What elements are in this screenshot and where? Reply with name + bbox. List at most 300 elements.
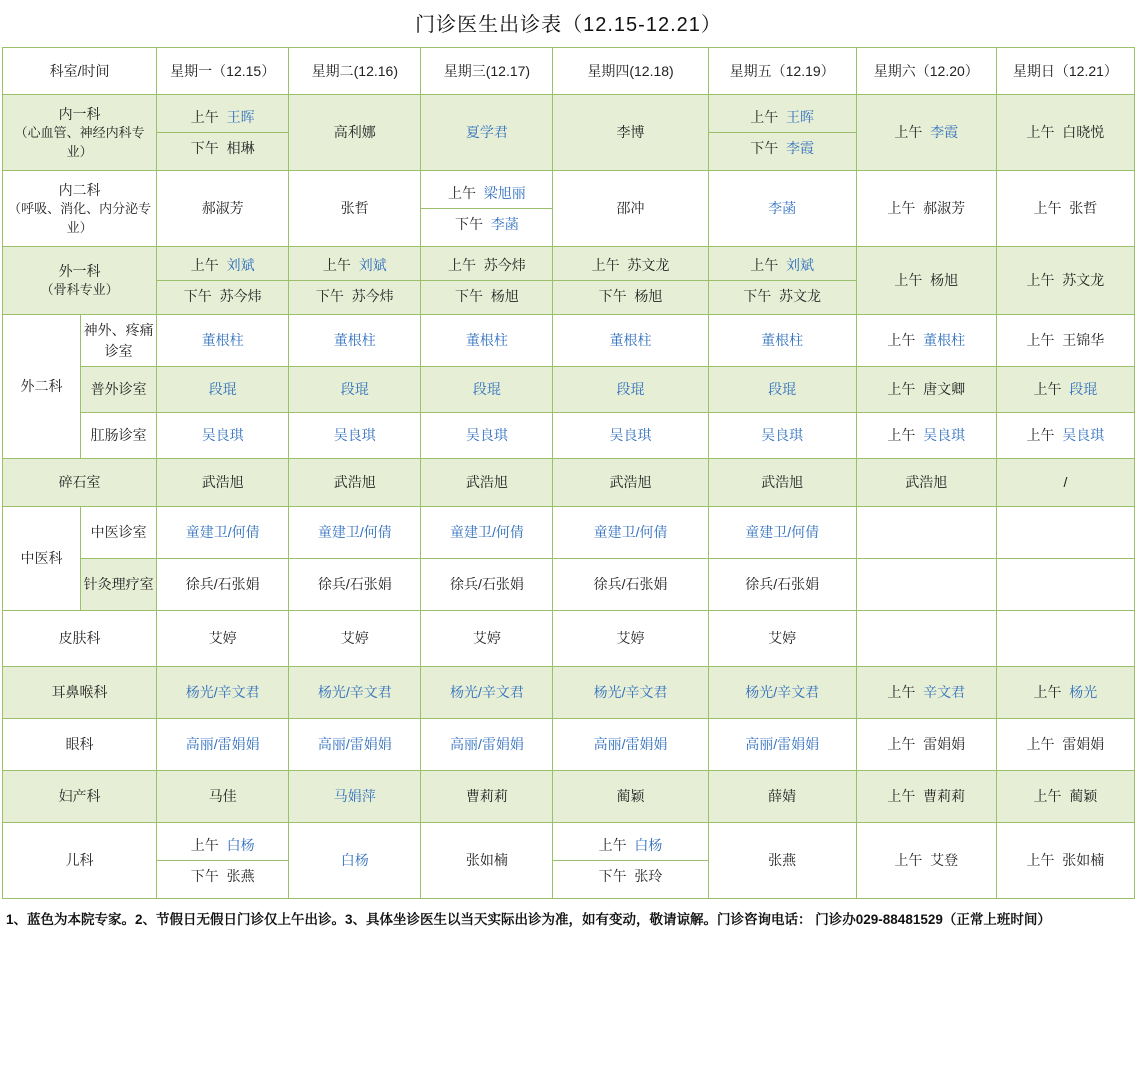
- cell-afternoon: [553, 281, 707, 312]
- doctor-name: 吴良琪: [923, 427, 966, 444]
- header-cell-sat: 星期六（12.20）: [856, 48, 996, 95]
- table-row-nei1: [3, 95, 1135, 171]
- doctor-name: 童建卫/何倩: [745, 524, 820, 541]
- room-label-gangchang: 肛肠诊室: [81, 413, 157, 459]
- cell-morning: [709, 102, 856, 133]
- cell: [289, 247, 421, 315]
- period-label: 上午: [1033, 381, 1062, 398]
- cell: [289, 823, 421, 899]
- cell: [157, 367, 289, 413]
- cell-afternoon: [157, 133, 288, 164]
- doctor-name: 段琨: [340, 381, 369, 398]
- doctor-name: 艾婷: [340, 630, 369, 647]
- cell-afternoon: [289, 281, 420, 312]
- cell: [157, 507, 289, 559]
- cell: [157, 247, 289, 315]
- table-row-zhongyi-zj: [3, 559, 1135, 611]
- doctor-name: 苏文龙: [1062, 272, 1105, 289]
- header-cell-tue: 星期二(12.16): [289, 48, 421, 95]
- cell-split: [157, 250, 288, 312]
- cell: [289, 315, 421, 367]
- cell: [421, 507, 553, 559]
- cell: [289, 611, 421, 667]
- dept-label-wai2: 外二科: [3, 315, 81, 459]
- dept-label-erke: 儿科: [3, 823, 157, 899]
- cell-morning: [289, 250, 420, 281]
- dept-label-pifu: 皮肤科: [3, 611, 157, 667]
- cell: [996, 719, 1134, 771]
- cell: [856, 367, 996, 413]
- cell: [157, 611, 289, 667]
- cell: [708, 667, 856, 719]
- cell: [708, 367, 856, 413]
- doctor-name: 武浩旭: [465, 474, 508, 491]
- doctor-name: 董根柱: [333, 332, 376, 349]
- period-label: 下午: [190, 140, 219, 156]
- dept-label-zhongyi: 中医科: [3, 507, 81, 611]
- doctor-name: 徐兵/石张娟: [317, 576, 392, 593]
- doctor-name: 童建卫/何倩: [185, 524, 260, 541]
- doctor-name: 董根柱: [201, 332, 244, 349]
- table-row-nei2: [3, 171, 1135, 247]
- cell: [289, 559, 421, 611]
- dept-name: 外一科: [58, 262, 101, 279]
- period-label: 上午: [448, 256, 477, 273]
- cell: [708, 95, 856, 171]
- cell: [856, 823, 996, 899]
- cell-split: [709, 250, 856, 312]
- doctor-name: 白晓悦: [1062, 124, 1105, 141]
- cell-split: [157, 102, 288, 164]
- table-row-wai1: [3, 247, 1135, 315]
- doctor-name: 段琨: [472, 381, 501, 398]
- period-label: 上午: [1033, 684, 1062, 701]
- cell: [856, 611, 996, 667]
- doctor-name: 童建卫/何倩: [317, 524, 392, 541]
- period-label: 上午: [1026, 332, 1055, 349]
- doctor-name: 艾婷: [472, 630, 501, 647]
- cell: [157, 823, 289, 899]
- cell-morning: [553, 250, 707, 281]
- table-row-wai2-gangchang: [3, 413, 1135, 459]
- period-label: 下午: [750, 140, 779, 156]
- doctor-name: 张如楠: [465, 852, 508, 869]
- period-label: 下午: [315, 288, 344, 304]
- cell: [553, 367, 708, 413]
- cell: [421, 247, 553, 315]
- dept-name: 内二科: [58, 181, 101, 198]
- period-label: 上午: [750, 108, 779, 125]
- cell: [157, 459, 289, 507]
- dept-label-fuchan: 妇产科: [3, 771, 157, 823]
- cell: [996, 367, 1134, 413]
- doctor-name: 徐兵/石张娟: [449, 576, 524, 593]
- doctor-name: 杨光/辛文君: [185, 684, 260, 701]
- doctor-name: 杨光/辛文君: [745, 684, 820, 701]
- cell: [856, 413, 996, 459]
- cell: [996, 823, 1134, 899]
- doctor-name: 吴良琪: [761, 427, 804, 444]
- cell: [289, 719, 421, 771]
- cell: [421, 95, 553, 171]
- doctor-name: 杨光/辛文君: [593, 684, 668, 701]
- cell: [856, 771, 996, 823]
- doctor-name: 艾婷: [208, 630, 237, 647]
- doctor-name: 张哲: [1069, 200, 1098, 217]
- cell: [289, 459, 421, 507]
- cell-morning: [553, 830, 707, 861]
- doctor-name: 苏今炜: [351, 288, 394, 304]
- cell: [157, 171, 289, 247]
- cell: [553, 171, 708, 247]
- room-label-puwai: 普外诊室: [81, 367, 157, 413]
- period-label: 上午: [887, 200, 916, 217]
- header-cell-fri: 星期五（12.19）: [708, 48, 856, 95]
- cell: [421, 367, 553, 413]
- cell: [996, 95, 1134, 171]
- cell: [421, 459, 553, 507]
- cell-afternoon: [157, 281, 288, 312]
- cell: [421, 719, 553, 771]
- room-label-zhongyi-zj: 针灸理疗室: [81, 559, 157, 611]
- dept-sub: （呼吸、消化、内分泌专业）: [8, 200, 152, 235]
- doctor-name: 杨光/辛文君: [317, 684, 392, 701]
- cell: [996, 507, 1134, 559]
- doctor-name: 高丽/雷娟娟: [317, 736, 392, 753]
- table-row-fuchan: [3, 771, 1135, 823]
- doctor-name: 吴良琪: [465, 427, 508, 444]
- doctor-name: 曹莉莉: [923, 788, 966, 805]
- doctor-name: 武浩旭: [609, 474, 652, 491]
- doctor-name: 辛文君: [923, 684, 966, 701]
- period-label: 上午: [190, 836, 219, 853]
- table-row-zhongyi-zy: [3, 507, 1135, 559]
- doctor-name: 武浩旭: [905, 474, 948, 491]
- table-row-erbi: [3, 667, 1135, 719]
- cell: [996, 413, 1134, 459]
- doctor-name: 刘斌: [786, 256, 815, 273]
- cell: [708, 823, 856, 899]
- cell: [157, 315, 289, 367]
- cell-morning: [157, 830, 288, 861]
- table-header-row: [3, 48, 1135, 95]
- cell: [708, 559, 856, 611]
- cell: [421, 611, 553, 667]
- cell-afternoon: [709, 281, 856, 312]
- period-label: 上午: [1033, 200, 1062, 217]
- doctor-name: /: [1063, 474, 1068, 491]
- cell: [708, 171, 856, 247]
- dept-sub: （骨科专业）: [40, 282, 119, 298]
- dept-sub: （心血管、神经内科专业）: [14, 124, 145, 159]
- doctor-name: 薛婧: [768, 788, 797, 805]
- header-cell-mon: 星期一（12.15）: [157, 48, 289, 95]
- cell: [553, 667, 708, 719]
- doctor-name: 徐兵/石张娟: [745, 576, 820, 593]
- doctor-name: 苏今炜: [219, 288, 262, 304]
- dept-label-nei1: [3, 95, 157, 171]
- dept-name: 内一科: [58, 105, 101, 122]
- doctor-name: 郝淑芳: [201, 200, 244, 217]
- cell-split: [421, 250, 552, 312]
- doctor-name: 相琳: [226, 140, 255, 156]
- cell-afternoon: [709, 133, 856, 164]
- cell-morning: [421, 250, 552, 281]
- cell: [553, 95, 708, 171]
- cell: [856, 667, 996, 719]
- cell: [996, 315, 1134, 367]
- cell: [421, 413, 553, 459]
- period-label: 上午: [1026, 736, 1055, 753]
- cell: [996, 771, 1134, 823]
- period-label: 上午: [190, 256, 219, 273]
- doctor-name: 夏学君: [465, 124, 508, 141]
- doctor-name: 苏文龙: [779, 288, 822, 304]
- doctor-name: 刘斌: [226, 256, 255, 273]
- cell: [996, 611, 1134, 667]
- doctor-name: 高丽/雷娟娟: [449, 736, 524, 753]
- period-label: 上午: [887, 332, 916, 349]
- dept-label-yanke: 眼科: [3, 719, 157, 771]
- doctor-name: 段琨: [616, 381, 645, 398]
- doctor-name: 艾婷: [616, 630, 645, 647]
- doctor-name: 白杨: [634, 836, 663, 853]
- doctor-name: 蔺颖: [1069, 788, 1098, 805]
- doctor-name: 吴良琪: [333, 427, 376, 444]
- header-cell-sun: 星期日（12.21）: [996, 48, 1134, 95]
- doctor-name: 苏今炜: [483, 256, 526, 273]
- cell: [421, 559, 553, 611]
- doctor-name: 郝淑芳: [923, 200, 966, 217]
- period-label: 上午: [887, 381, 916, 398]
- doctor-name: 刘斌: [358, 256, 387, 273]
- cell: [421, 315, 553, 367]
- period-label: 上午: [894, 124, 923, 141]
- doctor-name: 吴良琪: [609, 427, 652, 444]
- cell: [289, 367, 421, 413]
- period-label: 上午: [894, 852, 923, 869]
- cell-morning: [709, 250, 856, 281]
- header-cell-thu: 星期四(12.18): [553, 48, 708, 95]
- cell: [708, 315, 856, 367]
- doctor-name: 王晖: [226, 108, 255, 125]
- cell: [157, 413, 289, 459]
- doctor-name: 杨旭: [490, 288, 519, 304]
- doctor-name: 蔺颖: [616, 788, 645, 805]
- header-cell-wed: 星期三(12.17): [421, 48, 553, 95]
- doctor-name: 马佳: [208, 788, 237, 805]
- doctor-name: 白杨: [226, 836, 255, 853]
- cell: [289, 667, 421, 719]
- cell-split: [289, 250, 420, 312]
- doctor-name: 高丽/雷娟娟: [745, 736, 820, 753]
- doctor-name: 童建卫/何倩: [449, 524, 524, 541]
- period-label: 上午: [1026, 852, 1055, 869]
- cell-morning: [157, 102, 288, 133]
- cell: [157, 95, 289, 171]
- doctor-name: 王晖: [786, 108, 815, 125]
- doctor-name: 徐兵/石张娟: [185, 576, 260, 593]
- period-label: 上午: [1026, 124, 1055, 141]
- doctor-name: 高丽/雷娟娟: [593, 736, 668, 753]
- room-label-zhongyi-zy: 中医诊室: [81, 507, 157, 559]
- cell: [289, 171, 421, 247]
- cell: [856, 247, 996, 315]
- dept-label-erbi: 耳鼻喉科: [3, 667, 157, 719]
- cell: [856, 719, 996, 771]
- period-label: 上午: [887, 736, 916, 753]
- cell-afternoon: [157, 861, 288, 892]
- cell: [553, 559, 708, 611]
- period-label: 下午: [598, 868, 627, 884]
- doctor-name: 杨光: [1069, 684, 1098, 701]
- period-label: 上午: [322, 256, 351, 273]
- cell-split: [157, 830, 288, 892]
- doctor-name: 李霞: [786, 140, 815, 156]
- period-label: 下午: [190, 868, 219, 884]
- doctor-name: 张玲: [634, 868, 663, 884]
- cell: [996, 171, 1134, 247]
- cell: [421, 171, 553, 247]
- doctor-name: 吴良琪: [201, 427, 244, 444]
- cell-split: [709, 102, 856, 164]
- period-label: 上午: [887, 684, 916, 701]
- doctor-name: 张燕: [226, 868, 255, 884]
- cell: [421, 823, 553, 899]
- cell: [856, 559, 996, 611]
- cell-morning: [157, 250, 288, 281]
- cell: [289, 413, 421, 459]
- header-cell-dept: 科室/时间: [3, 48, 157, 95]
- table-row-wai2-shenwai: [3, 315, 1135, 367]
- schedule-table: [2, 47, 1135, 899]
- cell-afternoon: [421, 281, 552, 312]
- cell: [553, 611, 708, 667]
- doctor-name: 李菡: [490, 216, 519, 232]
- doctor-name: 张如楠: [1062, 852, 1105, 869]
- cell-split: [553, 250, 707, 312]
- period-label: 下午: [455, 288, 484, 304]
- cell: [996, 667, 1134, 719]
- cell: [289, 507, 421, 559]
- cell: [553, 413, 708, 459]
- doctor-name: 马娟萍: [333, 788, 376, 805]
- doctor-name: 武浩旭: [333, 474, 376, 491]
- cell: [996, 247, 1134, 315]
- doctor-name: 杨旭: [634, 288, 663, 304]
- cell: [157, 559, 289, 611]
- period-label: 上午: [1026, 272, 1055, 289]
- doctor-name: 董根柱: [923, 332, 966, 349]
- period-label: 上午: [750, 256, 779, 273]
- cell: [157, 667, 289, 719]
- cell: [708, 247, 856, 315]
- doctor-name: 雷娟娟: [1062, 736, 1105, 753]
- doctor-name: 邵冲: [616, 200, 645, 217]
- doctor-name: 白杨: [340, 852, 369, 869]
- doctor-name: 李霞: [930, 124, 959, 141]
- doctor-name: 董根柱: [609, 332, 652, 349]
- cell: [289, 95, 421, 171]
- table-row-pifu: [3, 611, 1135, 667]
- period-label: 下午: [455, 216, 484, 232]
- doctor-name: 王锦华: [1062, 332, 1105, 349]
- doctor-name: 苏文龙: [627, 256, 670, 273]
- cell: [553, 771, 708, 823]
- cell: [553, 247, 708, 315]
- cell: [421, 771, 553, 823]
- period-label: 上午: [448, 184, 477, 201]
- period-label: 下午: [743, 288, 772, 304]
- cell: [708, 413, 856, 459]
- doctor-name: 艾婷: [768, 630, 797, 647]
- cell: [856, 507, 996, 559]
- cell: [856, 315, 996, 367]
- cell: [421, 667, 553, 719]
- period-label: 上午: [591, 256, 620, 273]
- doctor-name: 董根柱: [465, 332, 508, 349]
- doctor-name: 梁旭丽: [483, 184, 526, 201]
- doctor-name: 徐兵/石张娟: [593, 576, 668, 593]
- cell: [708, 459, 856, 507]
- doctor-name: 杨旭: [930, 272, 959, 289]
- doctor-name: 张燕: [768, 852, 797, 869]
- cell-split: [421, 178, 552, 240]
- period-label: 上午: [1033, 788, 1062, 805]
- table-row-suishi: [3, 459, 1135, 507]
- doctor-name: 唐文卿: [923, 381, 966, 398]
- period-label: 上午: [598, 836, 627, 853]
- cell: [553, 507, 708, 559]
- room-label-shenwai: 神外、疼痛诊室: [81, 315, 157, 367]
- cell: [856, 171, 996, 247]
- doctor-name: 童建卫/何倩: [593, 524, 668, 541]
- table-row-erke: [3, 823, 1135, 899]
- doctor-name: 段琨: [1069, 381, 1098, 398]
- cell-split: [553, 830, 707, 892]
- doctor-name: 曹莉莉: [465, 788, 508, 805]
- cell-afternoon: [553, 861, 707, 892]
- cell: [708, 719, 856, 771]
- doctor-name: 杨光/辛文君: [449, 684, 524, 701]
- cell: [708, 507, 856, 559]
- cell: [553, 459, 708, 507]
- period-label: 上午: [887, 788, 916, 805]
- doctor-name: 董根柱: [761, 332, 804, 349]
- doctor-name: 高利娜: [333, 124, 376, 141]
- doctor-name: 雷娟娟: [923, 736, 966, 753]
- cell: [708, 611, 856, 667]
- cell: [708, 771, 856, 823]
- doctor-name: 李菡: [768, 200, 797, 217]
- doctor-name: 武浩旭: [201, 474, 244, 491]
- doctor-name: 李博: [616, 124, 645, 141]
- doctor-name: 艾登: [930, 852, 959, 869]
- cell: [996, 559, 1134, 611]
- cell-afternoon: [421, 209, 552, 240]
- doctor-name: 吴良琪: [1062, 427, 1105, 444]
- doctor-name: 高丽/雷娟娟: [185, 736, 260, 753]
- table-row-wai2-puwai: [3, 367, 1135, 413]
- period-label: 上午: [1026, 427, 1055, 444]
- cell-morning: [421, 178, 552, 209]
- cell: [553, 719, 708, 771]
- footer-note: 1、蓝色为本院专家。2、节假日无假日门诊仅上午出诊。3、具体坐诊医生以当天实际出诊为准，如有变动，敬请谅解。门诊咨询电话： 门诊办029-88481529（正常上班时间）: [6, 912, 1051, 927]
- period-label: 上午: [894, 272, 923, 289]
- doctor-name: 张哲: [340, 200, 369, 217]
- cell: [553, 315, 708, 367]
- period-label: 上午: [887, 427, 916, 444]
